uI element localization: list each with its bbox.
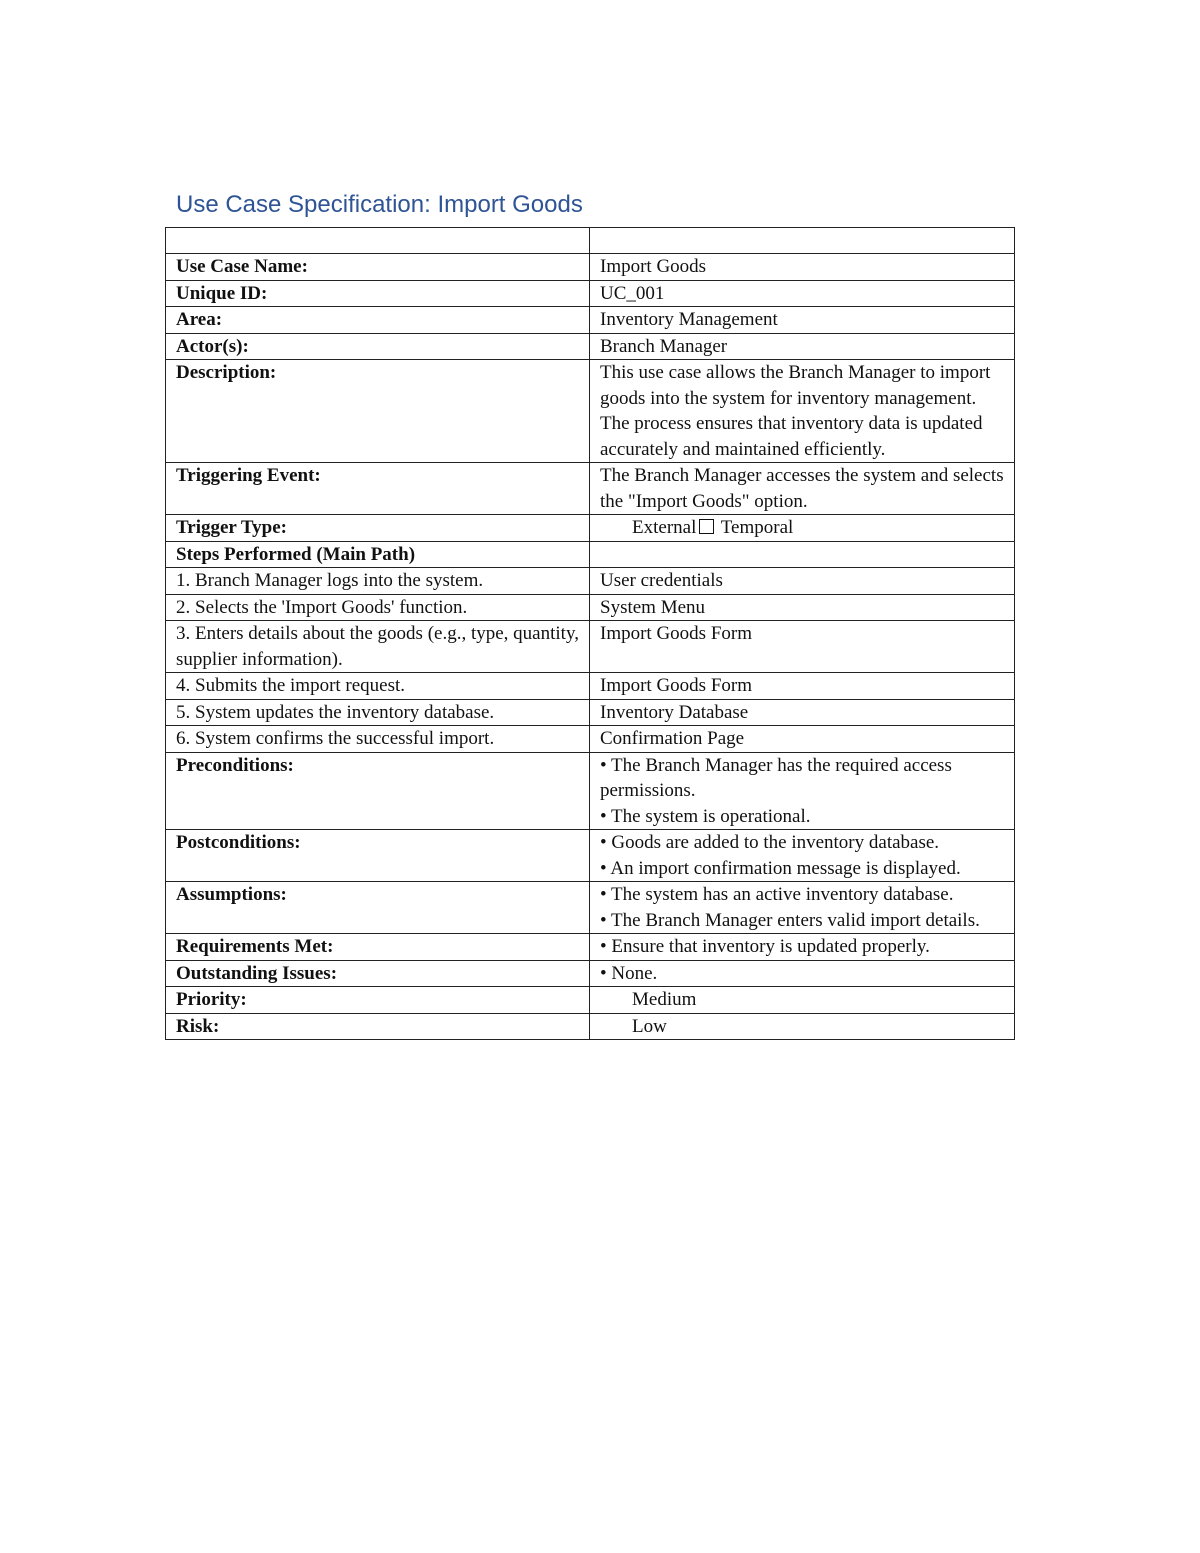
trigger-type-row [166, 515, 1015, 542]
unique-id-value: UC_001 [590, 280, 1015, 307]
risk-label: Risk: [166, 1013, 590, 1040]
postconditions-label: Postconditions: [166, 830, 590, 882]
preconditions-row [166, 752, 1015, 830]
step-text: 6. System confirms the successful import. [166, 726, 590, 753]
actors-value: Branch Manager [590, 333, 1015, 360]
use-case-name-label: Use Case Name: [166, 254, 590, 281]
list-item: • Goods are added to the inventory database. [600, 832, 940, 853]
step-text: 2. Selects the 'Import Goods' function. [166, 594, 590, 621]
triggering-event-value: The Branch Manager accesses the system and selects the "Import Goods" option. [590, 463, 1015, 515]
description-label: Description: [166, 360, 590, 463]
use-case-name-row [166, 254, 1015, 281]
step-text: 4. Submits the import request. [166, 673, 590, 700]
use-case-name-value: Import Goods [590, 254, 1015, 281]
document-title: Use Case Specification: Import Goods [176, 191, 583, 218]
area-row [166, 307, 1015, 334]
priority-label: Priority: [166, 987, 590, 1014]
triggering-event-row [166, 463, 1015, 515]
unique-id-row [166, 280, 1015, 307]
outstanding-issues-label: Outstanding Issues: [166, 960, 590, 987]
requirements-met-value [590, 934, 1015, 961]
list-item: • The system is operational. [600, 805, 811, 827]
description-value: This use case allows the Branch Manager to import goods into the system for inventory management. The process ensures that inventory data is updated accurately and maintained efficiently. [590, 360, 1015, 463]
description-row [166, 360, 1015, 463]
requirements-met-row [166, 934, 1015, 961]
risk-value: Low [590, 1013, 1015, 1040]
list-item: • Ensure that inventory is updated properly. [600, 936, 930, 957]
area-label: Area: [166, 307, 590, 334]
steps-header: Steps Performed (Main Path) [166, 541, 590, 568]
trigger-type-value [590, 515, 1015, 542]
step-text: 1. Branch Manager logs into the system. [166, 568, 590, 595]
postconditions-row [166, 830, 1015, 882]
list-item: • The Branch Manager has the required access permissions. [600, 754, 952, 801]
preconditions-label: Preconditions: [166, 752, 590, 830]
empty-cell [590, 541, 1015, 568]
triggering-event-label: Triggering Event: [166, 463, 590, 515]
preconditions-value [590, 752, 1015, 830]
step-info: System Menu [590, 594, 1015, 621]
empty-cell [166, 228, 590, 254]
step-row [166, 699, 1015, 726]
actors-label: Actor(s): [166, 333, 590, 360]
steps-header-row [166, 541, 1015, 568]
risk-row [166, 1013, 1015, 1040]
unique-id-label: Unique ID: [166, 280, 590, 307]
step-text: 5. System updates the inventory database. [166, 699, 590, 726]
priority-value: Medium [590, 987, 1015, 1014]
table-header-row [166, 228, 1015, 254]
step-info: User credentials [590, 568, 1015, 595]
checkbox-icon [699, 519, 714, 534]
list-item: • The Branch Manager enters valid import details. [600, 909, 980, 931]
trigger-type-external: External [632, 517, 697, 538]
outstanding-issues-row [166, 960, 1015, 987]
assumptions-row [166, 882, 1015, 934]
use-case-table [165, 227, 1015, 1040]
step-info: Confirmation Page [590, 726, 1015, 753]
step-row [166, 568, 1015, 595]
outstanding-issues-value: • None. [590, 960, 1015, 987]
priority-row [166, 987, 1015, 1014]
assumptions-label: Assumptions: [166, 882, 590, 934]
step-info: Inventory Database [590, 699, 1015, 726]
actors-row [166, 333, 1015, 360]
step-row [166, 726, 1015, 753]
trigger-type-temporal: Temporal [720, 517, 794, 538]
step-row [166, 673, 1015, 700]
step-info: Import Goods Form [590, 621, 1015, 673]
empty-cell [590, 228, 1015, 254]
step-row [166, 621, 1015, 673]
area-value: Inventory Management [590, 307, 1015, 334]
step-row [166, 594, 1015, 621]
step-info: Import Goods Form [590, 673, 1015, 700]
list-item: • An import confirmation message is displayed. [600, 857, 961, 879]
requirements-met-label: Requirements Met: [166, 934, 590, 961]
list-item: • The system has an active inventory database. [600, 884, 954, 905]
assumptions-value [590, 882, 1015, 934]
step-text: 3. Enters details about the goods (e.g., type, quantity, supplier information). [166, 621, 590, 673]
trigger-type-label: Trigger Type: [166, 515, 590, 542]
postconditions-value [590, 830, 1015, 882]
